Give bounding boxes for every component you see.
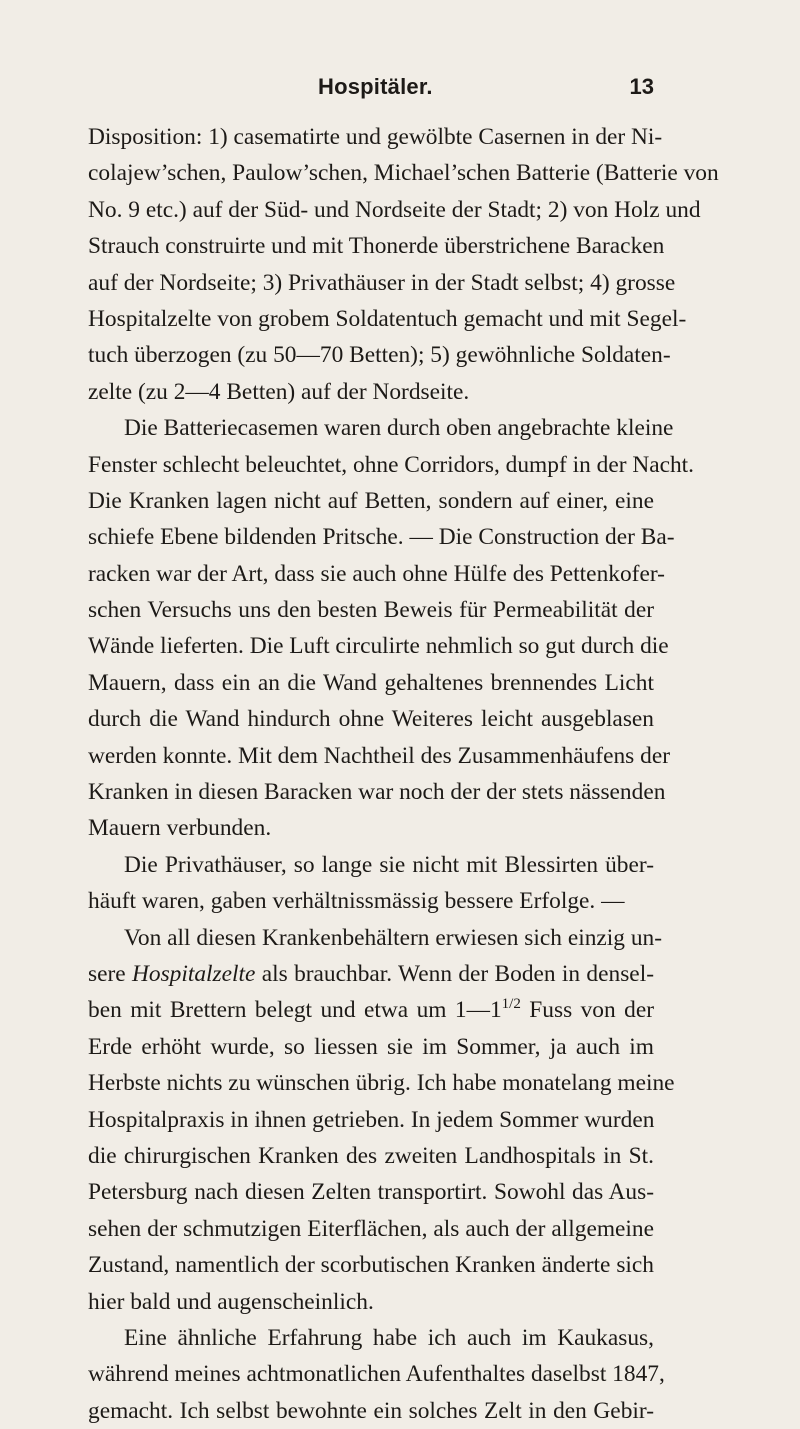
text-line: sehen der schmutzigen Eiterflächen, als auch der allgemeine <box>88 1215 654 1242</box>
text-line: auf der Nordseite; 3) Privathäuser in der Stadt selbst; 4) grosse <box>88 269 676 296</box>
text-line: Zustand, namentlich der scorbutischen Kranken änderte sich <box>88 1252 654 1279</box>
text-segment: Fuss von der <box>520 997 654 1024</box>
page-number: 13 <box>629 74 654 99</box>
text-line: Wände lieferten. Die Luft circulirte nehmlich so gut durch die <box>88 633 669 660</box>
text-line: häuft waren, gaben verhältnissmässig bessere Erfolge. — <box>88 888 625 915</box>
text-line: racken war der Art, dass sie auch ohne Hülfe des Pettenkofer- <box>88 560 665 587</box>
text-line: Die Batteriecasemen waren durch oben angebrachte kleine <box>124 415 674 442</box>
text-line: schen Versuchs uns den besten Beweis für Permeabilität der <box>88 597 654 624</box>
text-segment: sere <box>88 960 132 987</box>
text-line: schiefe Ebene bildenden Pritsche. — Die Construction der Ba- <box>88 524 675 551</box>
text-segment: ben mit Brettern belegt und etwa um 1—1 <box>88 997 502 1024</box>
text-line: Petersburg nach diesen Zelten transportirt. Sowohl das Aus- <box>88 1179 654 1206</box>
italic-term: Hospitalzelte <box>131 960 256 987</box>
text-line: Fenster schlecht beleuchtet, ohne Corridors, dumpf in der Nacht. <box>88 451 695 478</box>
text-line: Hospitalpraxis in ihnen getrieben. In jedem Sommer wurden <box>88 1106 655 1133</box>
text-line: Die Kranken lagen nicht auf Betten, sondern auf einer, eine <box>88 487 654 514</box>
text-line: colajew’schen, Paulow’schen, Michael’schen Batterie (Batterie von <box>88 160 719 187</box>
text-line: Die Privathäuser, so lange sie nicht mit Blessirten über- <box>124 851 654 878</box>
fraction: 1/2 <box>501 996 521 1013</box>
text-line: hier bald und augenscheinlich. <box>88 1288 374 1315</box>
text-line: während meines achtmonatlichen Aufenthaltes daselbst 1847, <box>88 1361 665 1388</box>
body-text <box>88 119 719 1429</box>
text-line: Von all diesen Krankenbehältern erwiesen sich einzig un- <box>124 924 663 951</box>
text-segment: als brauchbar. Wenn der Boden in densel- <box>255 960 654 987</box>
page-header <box>88 74 654 108</box>
text-line: tuch überzogen (zu 50—70 Betten); 5) gewöhnliche Soldaten- <box>88 342 671 369</box>
text-line: Hospitalzelte von grobem Soldatentuch gemacht und mit Segel- <box>88 305 687 332</box>
running-title: Hospitäler. <box>318 74 433 99</box>
text-line: Herbste nichts zu wünschen übrig. Ich habe monatelang meine <box>88 1070 675 1097</box>
text-line: Mauern verbunden. <box>88 815 272 842</box>
text-line: Erde erhöht wurde, so liessen sie im Sommer, ja auch im <box>88 1033 654 1060</box>
text-line: Eine ähnliche Erfahrung habe ich auch im Kaukasus, <box>124 1324 654 1351</box>
text-line: Disposition: 1) casematirte und gewölbte Casernen in der Ni- <box>88 124 663 150</box>
text-line: durch die Wand hindurch ohne Weiteres leicht ausgeblasen <box>88 706 654 733</box>
text-line: Kranken in diesen Baracken war noch der der stets nässenden <box>88 779 666 806</box>
text-line: No. 9 etc.) auf der Süd- und Nordseite der Stadt; 2) von Holz und <box>88 196 701 223</box>
text-line: gemacht. Ich selbst bewohnte ein solches Zelt in den Gebir- <box>88 1397 654 1424</box>
text-line-with-italic <box>88 956 654 992</box>
text-line-with-fraction <box>88 992 654 1028</box>
text-line: Strauch construirte und mit Thonerde überstrichene Baracken <box>88 233 665 260</box>
text-line: werden konnte. Mit dem Nachtheil des Zusammenhäufens der <box>88 742 670 769</box>
text-line: zelte (zu 2—4 Betten) auf der Nordseite. <box>88 378 470 405</box>
text-line: Mauern, dass ein an die Wand gehaltenes brennendes Licht <box>88 669 654 696</box>
text-line: die chirurgischen Kranken des zweiten Landhospitals in St. <box>88 1142 654 1169</box>
